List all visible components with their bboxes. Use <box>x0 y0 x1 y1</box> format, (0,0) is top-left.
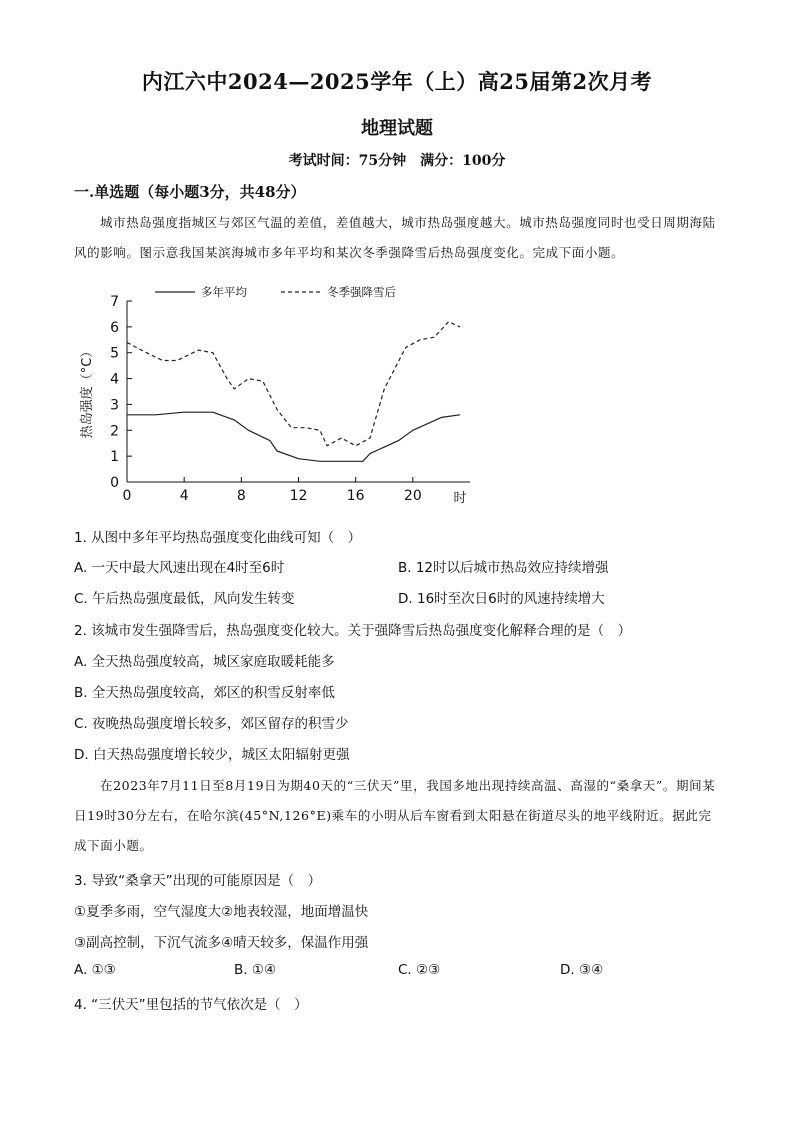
question-2-stem: 2. 该城市发生强降雪后，热岛强度变化较大。关于强降雪后热岛强度变化解释合理的是（ ） <box>74 623 632 639</box>
legend-label-1: 多年平均 <box>201 285 247 299</box>
y-tick-label: 5 <box>110 345 119 362</box>
exam-title: 内江六中2024—2025学年（上）高25届第2次月考 <box>141 69 653 94</box>
passage-1: 城市热岛强度指城区与郊区气温的差值，差值越大，城市热岛强度越大。城市热岛强度同时也受日周期海陆风的影响。图示意我国某滨海城市多年平均和某次冬季强降雪后热岛强度变化。完成下面小题。 <box>74 215 716 260</box>
question-1-stem: 1. 从图中多年平均热岛强度变化曲线可知（ ） <box>74 530 362 546</box>
q1-option-d[interactable]: D. 16时至次日6时的风速持续增大 <box>398 591 605 607</box>
y-tick-label: 7 <box>110 294 119 310</box>
y-tick-label: 1 <box>110 449 119 466</box>
question-3-stem: 3. 导致“桑拿天”出现的可能原因是（ ） <box>74 873 322 889</box>
x-tick-label: 0 <box>122 488 132 504</box>
q1-option-b[interactable]: B. 12时以后城市热岛效应持续增强 <box>398 560 609 576</box>
x-axis-label: 时 <box>453 491 467 506</box>
q1-option-a[interactable]: A. 一天中最大风速出现在4时至6时 <box>74 560 285 576</box>
q2-option-d[interactable]: D. 白天热岛强度增长较少，城区太阳辐射更强 <box>74 747 350 763</box>
x-tick-label: 8 <box>236 488 246 504</box>
q2-option-c[interactable]: C. 夜晚热岛强度增长较多，郊区留存的积雪少 <box>74 716 349 732</box>
series-line-2 <box>127 322 460 446</box>
heat-island-chart <box>75 283 495 513</box>
subject-title: 地理试题 <box>361 118 433 139</box>
y-tick-label: 6 <box>110 319 119 336</box>
legend-label-2: 冬季强降雪后 <box>327 285 396 299</box>
q2-option-a[interactable]: A. 全天热岛强度较高，城区家庭取暖耗能多 <box>74 654 335 670</box>
y-tick-label: 0 <box>110 475 119 491</box>
y-axis-label: 热岛强度（°C） <box>80 344 95 439</box>
q3-option-d[interactable]: D. ③④ <box>560 962 604 978</box>
x-tick-label: 16 <box>346 488 365 504</box>
x-tick-label: 4 <box>179 488 189 504</box>
q3-option-c[interactable]: C. ②③ <box>398 962 441 978</box>
q2-option-b[interactable]: B. 全天热岛强度较高，郊区的积雪反射率低 <box>74 685 335 701</box>
y-tick-label: 2 <box>110 423 119 440</box>
exam-info: 考试时间：75分钟 满分：100分 <box>288 153 506 169</box>
y-tick-label: 4 <box>110 371 119 388</box>
section-heading: 一.单选题（每小题3分，共48分） <box>74 183 306 201</box>
x-tick-label: 12 <box>289 488 308 504</box>
q3-option-a[interactable]: A. ①③ <box>74 962 116 978</box>
q3-option-b[interactable]: B. ①④ <box>234 962 277 978</box>
series-line-1 <box>127 412 460 461</box>
passage-2: 在2023年7月11日至8月19日为期40天的“三伏天”里，我国多地出现持续高温、高湿的“桑拿天”。期间某日19时30分左右，在哈尔滨(45°N,126°E)乘车的小明从后车窗看到太阳悬在街道尽头的地平线附近。据此完成下面小题。 <box>74 778 716 853</box>
q3-statement-line-1: ①夏季多雨，空气湿度大②地表较湿，地面增温快 <box>74 904 369 920</box>
y-tick-label: 3 <box>110 397 119 414</box>
q1-option-c[interactable]: C. 午后热岛强度最低，风向发生转变 <box>74 591 295 607</box>
q3-statement-line-2: ③副高控制，下沉气流多④晴天较多，保温作用强 <box>74 935 369 951</box>
x-tick-label: 20 <box>403 488 422 504</box>
question-4-stem: 4. “三伏天”里包括的节气依次是（ ） <box>74 997 308 1013</box>
